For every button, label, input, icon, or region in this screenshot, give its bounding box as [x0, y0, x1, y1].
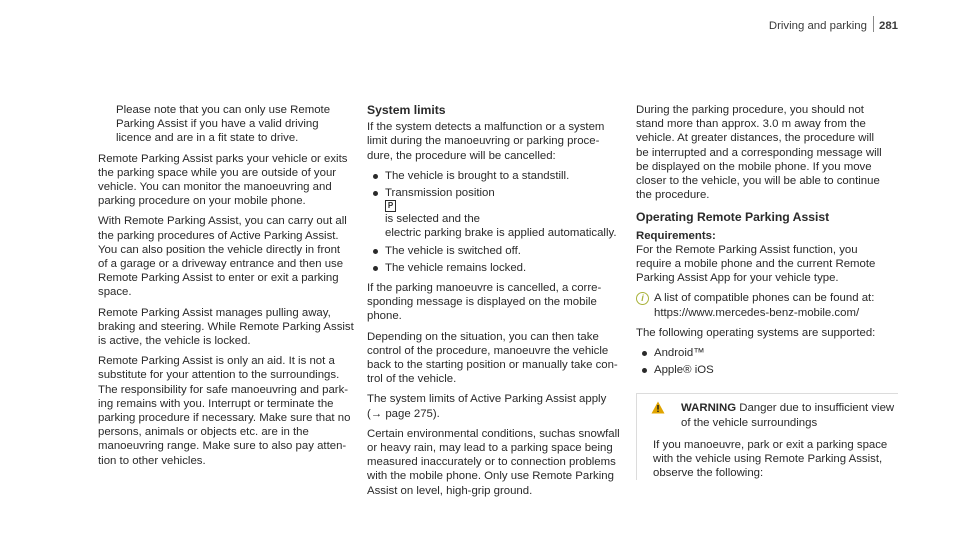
text-line: If the system detects a malfunction or a system: [367, 121, 605, 134]
os-list: [636, 346, 898, 377]
text-line: Apple® iOS: [654, 364, 714, 377]
warning-header: [645, 401, 898, 429]
text-line: limit during the manoeuvring or parking proce-: [367, 135, 600, 148]
paragraph-capabilities: [98, 214, 360, 299]
text-line: of a garage or a driveway entrance and then use: [98, 258, 344, 271]
text-fragment: Transmission position: [385, 187, 495, 200]
text-line: electric parking brake is applied automatically.: [385, 227, 617, 240]
text-line: control of the procedure, manoeuvre the vehicle: [367, 344, 609, 357]
text-line: closer to the vehicle, you will be able to continue: [636, 175, 880, 188]
paragraph-requirements: [636, 243, 898, 286]
text-line: Depending on the situation, you can then take: [367, 330, 599, 343]
text-line: stand more than approx. 3.0 m away from the: [636, 118, 866, 131]
text-line: Remote Parking Assist to enter or exit a parking: [98, 272, 339, 285]
text-line: the procedure.: [636, 189, 710, 202]
text-line: The vehicle is switched off.: [385, 244, 521, 257]
text-line: Certain environmental conditions, suchas snowfall: [367, 427, 620, 440]
text-line: the parking space while you are outside of your: [98, 166, 337, 179]
text-line: braking and steering. While Remote Parking Assist: [98, 320, 354, 333]
bullet-dot-icon: [373, 191, 378, 196]
warning-title: WARNING: [681, 402, 737, 415]
page-reference-link[interactable]: (→ page 275).: [367, 407, 440, 420]
text-line: measured inaccurately or to connection problems: [367, 456, 616, 469]
text-line: The following operating systems are supported:: [636, 326, 876, 339]
text-line: of the vehicle surroundings: [681, 416, 818, 429]
paragraph-cancel-message: [367, 281, 629, 324]
compatible-phones-note: [636, 291, 898, 319]
list-item: [367, 186, 629, 241]
text-line: parking procedure on your mobile phone.: [98, 195, 306, 208]
text-line: space.: [98, 286, 132, 299]
text-line: You can also position the vehicle directly in front: [98, 243, 341, 256]
url-link[interactable]: https://www.mercedes-benz-mobile.com/: [654, 306, 860, 319]
section-title: Driving and parking: [768, 20, 867, 32]
text-line: Remote Parking Assist is only an aid. It is not a: [98, 355, 335, 368]
text-line: or heavy rain, may lead to a parking space being: [367, 442, 613, 455]
bullet-dot-icon: [642, 351, 647, 356]
paragraph-take-control: [367, 330, 629, 387]
requirements-heading: Requirements:: [636, 229, 716, 242]
text-line: If you manoeuvre, park or exit a parking space: [653, 438, 888, 451]
text-line: Remote Parking Assist parks your vehicle or exits: [98, 152, 348, 165]
paragraph-manages: [98, 306, 360, 349]
text-line: Assist on level, high-grip ground.: [367, 484, 533, 497]
text-line: persons, animals or objects etc. are in the: [98, 426, 309, 439]
bullet-dot-icon: [373, 266, 378, 271]
text-line: The responsibility for safe manoeuvring and park-: [98, 383, 349, 396]
bullet-dot-icon: [642, 368, 647, 373]
info-icon: i: [636, 292, 649, 305]
text-line: For the Remote Parking Assist function, you: [636, 243, 858, 256]
park-key-icon: P: [385, 200, 396, 212]
list-item: [367, 244, 629, 258]
list-item: [636, 363, 898, 377]
paragraph-responsibility: [98, 354, 360, 468]
paragraph-environment: [367, 427, 629, 498]
text-line: dure, the procedure will be cancelled:: [367, 149, 556, 162]
page-header: [769, 16, 898, 33]
text-line: with the mobile phone. Only use Remote Parking: [367, 470, 614, 483]
paragraph-active-parking-limits: [367, 392, 629, 420]
list-item: [636, 346, 898, 360]
text-line: be displayed on the mobile phone. If you move: [636, 160, 872, 173]
text-line: The vehicle remains locked.: [385, 261, 527, 274]
licence-note: [98, 103, 360, 146]
text-line: [681, 401, 898, 415]
text-line: with the vehicle using Remote Parking Assist,: [653, 453, 883, 466]
bullet-dot-icon: [373, 249, 378, 254]
text-line: The vehicle is brought to a standstill.: [385, 169, 570, 182]
text-line: licence and are in a fit state to drive.: [116, 132, 299, 145]
text-line: substitute for your attention to the surroundings.: [98, 369, 340, 382]
operating-heading: Operating Remote Parking Assist: [636, 210, 830, 225]
list-item: [367, 169, 629, 183]
text-line: During the parking procedure, you should not: [636, 104, 864, 116]
text-line: sponding message is displayed on the mobile: [367, 296, 597, 309]
text-line: tion to other vehicles.: [98, 454, 206, 467]
paragraph-overview: [98, 152, 360, 209]
column-2: [367, 103, 629, 504]
text-line: phone.: [367, 310, 402, 323]
text-line: vehicle. You can monitor the manoeuvring and: [98, 181, 332, 194]
text-fragment: is selected and the: [385, 213, 480, 226]
text-line: manoeuvring range. Make sure to also pay atten-: [98, 440, 347, 453]
text-line: Parking Assist if you have a valid driving: [116, 118, 319, 131]
paragraph-distance: [636, 103, 898, 202]
text-line: Android™: [654, 347, 705, 360]
system-limits-heading: System limits: [367, 103, 446, 117]
text-line: require a mobile phone and the current Remote: [636, 258, 876, 271]
text-line: Remote Parking Assist manages pulling away,: [98, 306, 331, 319]
page-number: 281: [878, 20, 898, 32]
text-line: parking procedure if necessary. Make sure that no: [98, 412, 351, 425]
cancel-consequences-list: [367, 169, 629, 275]
text-line: back to the starting position or manually take con-: [367, 359, 618, 372]
text-line: the parking procedures of Active Parking Assist.: [98, 229, 339, 242]
warning-triangle-icon: [651, 401, 665, 414]
column-3: [636, 103, 898, 480]
text-line: Please note that you can only use Remote: [116, 104, 331, 116]
text-line: trol of the vehicle.: [367, 373, 457, 386]
warning-body: [645, 438, 898, 481]
text-line: is active, the vehicle is locked.: [98, 335, 251, 348]
bullet-dot-icon: [373, 174, 378, 179]
list-item: [367, 261, 629, 275]
text-line: The system limits of Active Parking Assist apply: [367, 393, 607, 406]
paragraph-os-intro: [636, 326, 898, 340]
text-line: Parking Assist App for your vehicle type.: [636, 272, 839, 285]
text-line: [385, 186, 629, 226]
text-line: vehicle. At greater distances, the procedure will: [636, 132, 875, 145]
text-line: A list of compatible phones can be found at:: [654, 292, 875, 305]
text-fragment: Danger due to insufficient view: [739, 402, 895, 415]
text-line: be interrupted and a corresponding message will: [636, 146, 882, 159]
header-divider: [873, 16, 874, 32]
text-line: ing remains with you. Interrupt or terminate the: [98, 397, 334, 410]
text-line: If the parking manoeuvre is cancelled, a corre-: [367, 282, 602, 295]
warning-box: [636, 393, 898, 480]
paragraph-system-limits-intro: [367, 120, 629, 163]
text-line: observe the following:: [653, 467, 764, 480]
column-1: [98, 103, 360, 474]
text-line: With Remote Parking Assist, you can carry out all: [98, 215, 347, 228]
